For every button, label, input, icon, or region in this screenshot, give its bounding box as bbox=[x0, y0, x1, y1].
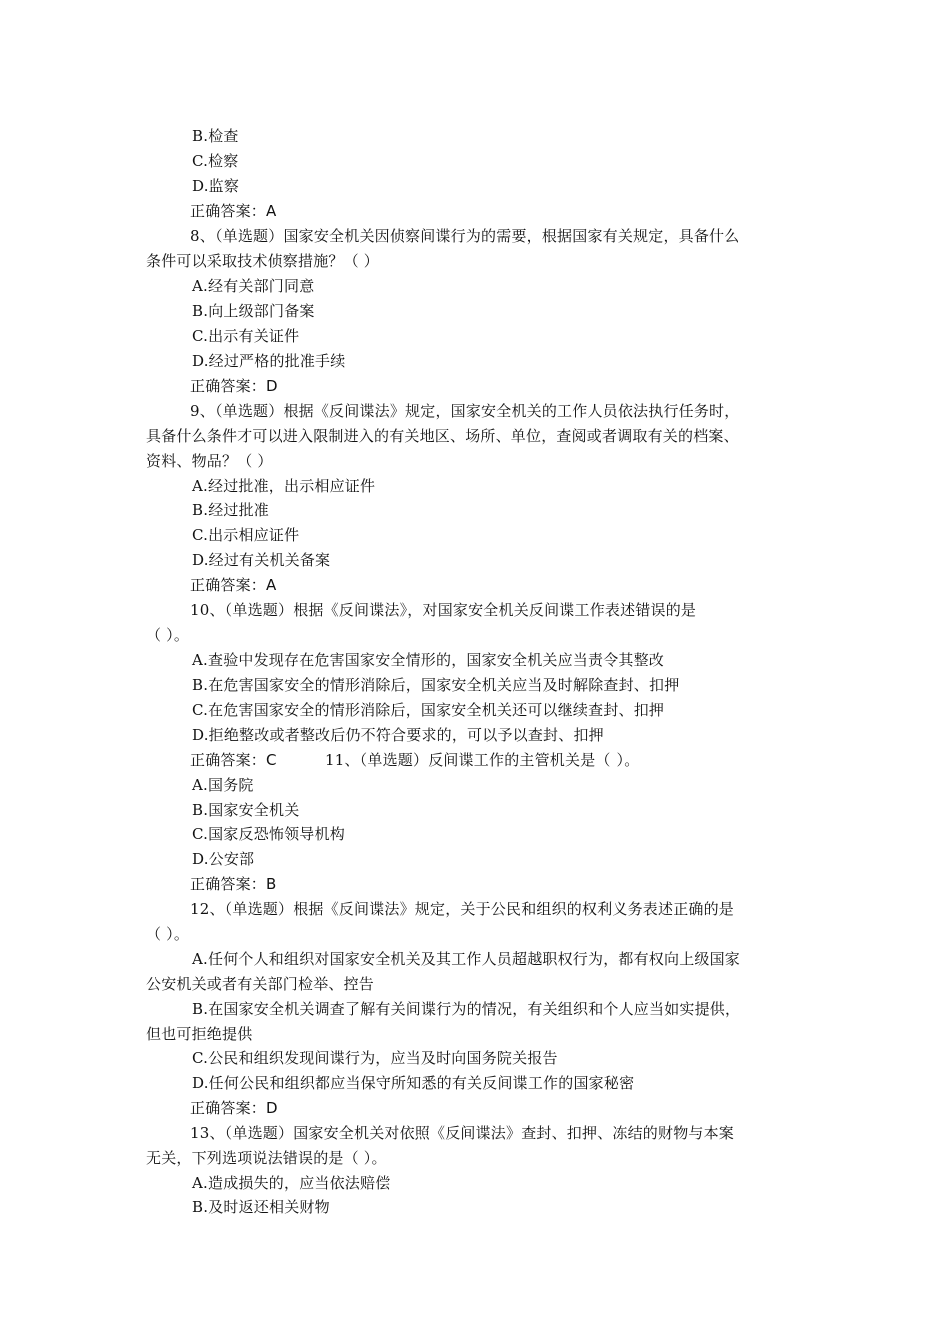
option-c: C.检察 bbox=[192, 152, 239, 170]
option-b: B.向上级部门备案 bbox=[192, 302, 315, 320]
option-b: B.在危害国家安全的情形消除后，国家安全机关应当及时解除查封、扣押 bbox=[192, 676, 680, 694]
option-a: A.查验中发现存在危害国家安全情形的，国家安全机关应当责令其整改 bbox=[192, 651, 665, 669]
question-10-line-1: 10、（单选题）根据《反间谍法》，对国家安全机关反间谍工作表述错误的是 bbox=[190, 601, 697, 619]
option-b: B.国家安全机关 bbox=[192, 801, 300, 819]
question-9-line-3: 资料、物品？（ ） bbox=[146, 452, 273, 470]
question-9-line-1: 9、（单选题）根据《反间谍法》规定，国家安全机关的工作人员依法执行任务时， bbox=[190, 402, 740, 420]
question-8-line-2: 条件可以采取技术侦察措施？（ ） bbox=[146, 252, 379, 270]
option-d: D.经过严格的批准手续 bbox=[192, 352, 346, 370]
answer-line: 正确答案：B bbox=[190, 875, 277, 893]
option-a-continued: 公安机关或者有关部门检举、控告 bbox=[146, 975, 375, 993]
option-b: B.经过批准 bbox=[192, 501, 269, 519]
answer-line: 正确答案：C bbox=[190, 751, 277, 769]
option-d: D.任何公民和组织都应当保守所知悉的有关反间谍工作的国家秘密 bbox=[192, 1074, 635, 1092]
question-12-line-1: 12、（单选题）根据《反间谍法》规定，关于公民和组织的权利义务表述正确的是 bbox=[190, 900, 734, 918]
option-d: D.公安部 bbox=[192, 850, 255, 868]
option-c: C.国家反恐怖领导机构 bbox=[192, 825, 345, 843]
answer-line: 正确答案：A bbox=[190, 576, 277, 594]
option-a: A.经有关部门同意 bbox=[192, 277, 315, 295]
option-b: B.及时返还相关财物 bbox=[192, 1198, 330, 1216]
option-d: D.经过有关机关备案 bbox=[192, 551, 331, 569]
question-13-line-1: 13、（单选题）国家安全机关对依照《反间谍法》查封、扣押、冻结的财物与本案 bbox=[190, 1124, 734, 1142]
option-a: A.经过批准，出示相应证件 bbox=[192, 477, 376, 495]
question-8-line-1: 8、（单选题）国家安全机关因侦察间谍行为的需要，根据国家有关规定，具备什么 bbox=[190, 227, 740, 245]
answer-line: 正确答案：D bbox=[190, 377, 278, 395]
option-a: A.造成损失的，应当依法赔偿 bbox=[192, 1174, 391, 1192]
question-9-line-2: 具备什么条件才可以进入限制进入的有关地区、场所、单位，查阅或者调取有关的档案、 bbox=[146, 427, 739, 445]
question-11-line-1: 11、（单选题）反间谍工作的主管机关是（ ）。 bbox=[325, 751, 640, 769]
option-c: C.在危害国家安全的情形消除后，国家安全机关还可以继续查封、扣押 bbox=[192, 701, 665, 719]
question-12-line-2: （ ）。 bbox=[146, 925, 190, 943]
answer-line: 正确答案：A bbox=[190, 202, 277, 220]
option-d: D.监察 bbox=[192, 177, 240, 195]
option-b: B.检查 bbox=[192, 127, 239, 145]
option-a: A.任何个人和组织对国家安全机关及其工作人员超越职权行为，都有权向上级国家 bbox=[192, 950, 741, 968]
question-10-line-2: （ ）。 bbox=[146, 626, 190, 644]
question-13-line-2: 无关，下列选项说法错误的是（ ）。 bbox=[146, 1149, 387, 1167]
option-d: D.拒绝整改或者整改后仍不符合要求的，可以予以查封、扣押 bbox=[192, 726, 604, 744]
option-b-continued: 但也可拒绝提供 bbox=[146, 1025, 253, 1043]
option-b: B.在国家安全机关调查了解有关间谍行为的情况，有关组织和个人应当如实提供， bbox=[192, 1000, 741, 1018]
option-c: C.公民和组织发现间谍行为，应当及时向国务院关报告 bbox=[192, 1049, 558, 1067]
answer-line: 正确答案：D bbox=[190, 1099, 278, 1117]
option-c: C.出示有关证件 bbox=[192, 327, 300, 345]
option-c: C.出示相应证件 bbox=[192, 526, 300, 544]
option-a: A.国务院 bbox=[192, 776, 254, 794]
